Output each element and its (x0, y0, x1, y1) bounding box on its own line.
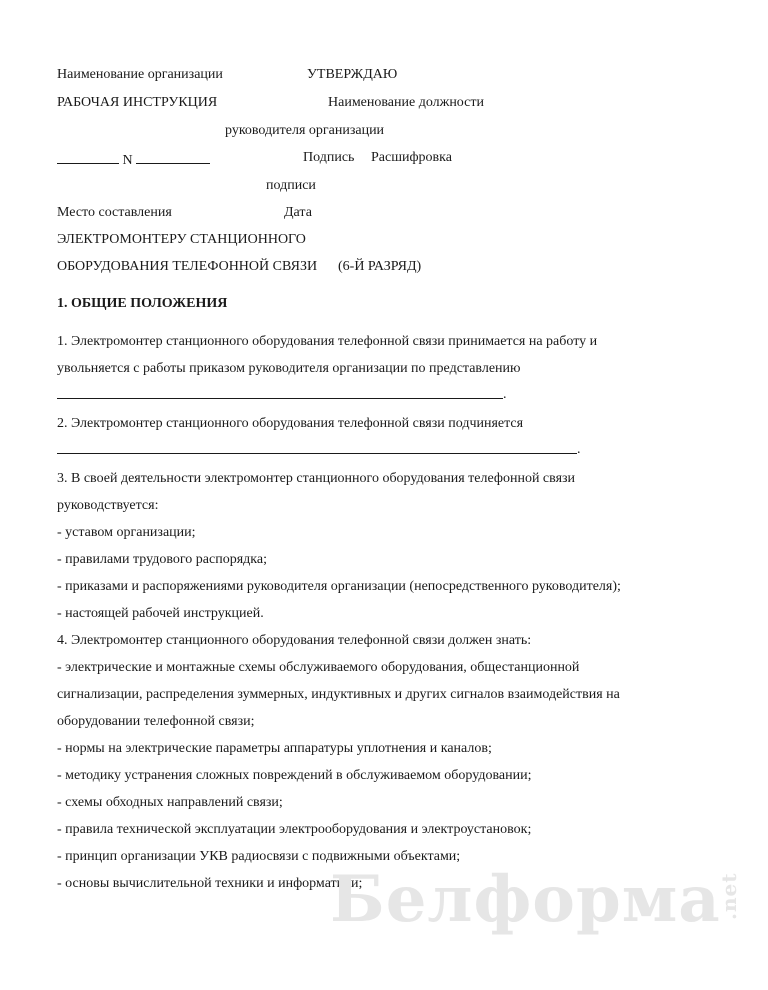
watermark-logo (330, 862, 768, 937)
paragraph-line: 1. Электромонтер станционного оборудования телефонной связи принимается на работу и (57, 334, 598, 349)
number-blank-before (57, 151, 119, 164)
list-item: - приказами и распоряжениями руководителя организации (непосредственного руководителя); (57, 579, 621, 594)
watermark-text: Белформа (330, 862, 721, 937)
list-item: - электрические и монтажные схемы обслуживаемого оборудования, общестанционной (57, 660, 580, 675)
paragraph-line: 2. Электромонтер станционного оборудования телефонной связи подчиняется (57, 416, 524, 431)
fill-in-blank-line (57, 453, 577, 454)
decoding-label: Расшифровка (371, 150, 452, 165)
title-grade: (6-Й РАЗРЯД) (338, 259, 422, 274)
title-line-2: ОБОРУДОВАНИЯ ТЕЛЕФОННОЙ СВЯЗИ (57, 259, 318, 274)
signature-label: Подпись (303, 150, 355, 165)
position-name-label: Наименование должности (328, 95, 484, 110)
paragraph-line: 4. Электромонтер станционного оборудования телефонной связи должен знать: (57, 633, 532, 648)
list-item: - правила технической эксплуатации электрооборудования и электроустановок; (57, 822, 532, 837)
approve-label: УТВЕРЖДАЮ (307, 67, 398, 82)
blank-end-period: . (503, 387, 507, 402)
fill-in-blank-line (57, 398, 503, 399)
head-of-org-label: руководителя организации (225, 123, 385, 138)
list-item: - уставом организации; (57, 525, 196, 540)
paragraph-line: руководствуется: (57, 498, 159, 513)
doc-type-label: РАБОЧАЯ ИНСТРУКЦИЯ (57, 95, 218, 110)
paragraph-line: сигнализации, распределения зуммерных, индуктивных и других сигналов взаимодействия на (57, 687, 620, 702)
place-label: Место составления (57, 205, 172, 220)
watermark-suffix: .net (716, 872, 741, 920)
list-item: - правилами трудового распорядка; (57, 552, 267, 567)
paragraph-line: увольняется с работы приказом руководителя организации по представлению (57, 361, 521, 376)
org-name-label: Наименование организации (57, 67, 223, 82)
blank-end-period: . (577, 442, 581, 457)
paragraph-line: оборудовании телефонной связи; (57, 714, 255, 729)
signature-word-label: подписи (266, 178, 316, 193)
list-item: - нормы на электрические параметры аппаратуры уплотнения и каналов; (57, 741, 492, 756)
document-number-field (57, 151, 210, 168)
number-blank-after (136, 151, 210, 164)
list-item: - схемы обходных направлений связи; (57, 795, 283, 810)
paragraph-line: 3. В своей деятельности электромонтер станционного оборудования телефонной связи (57, 471, 576, 486)
number-sign: N (122, 153, 133, 168)
title-line-1: ЭЛЕКТРОМОНТЕРУ СТАНЦИОННОГО (57, 232, 306, 247)
list-item: - принцип организации УКВ радиосвязи с подвижными объектами; (57, 849, 461, 864)
section-heading: 1. ОБЩИЕ ПОЛОЖЕНИЯ (57, 296, 228, 311)
list-item: - настоящей рабочей инструкцией. (57, 606, 264, 621)
date-label: Дата (284, 205, 312, 220)
list-item: - основы вычислительной техники и информатики; (57, 876, 363, 891)
list-item: - методику устранения сложных повреждений в обслуживаемом оборудовании; (57, 768, 532, 783)
